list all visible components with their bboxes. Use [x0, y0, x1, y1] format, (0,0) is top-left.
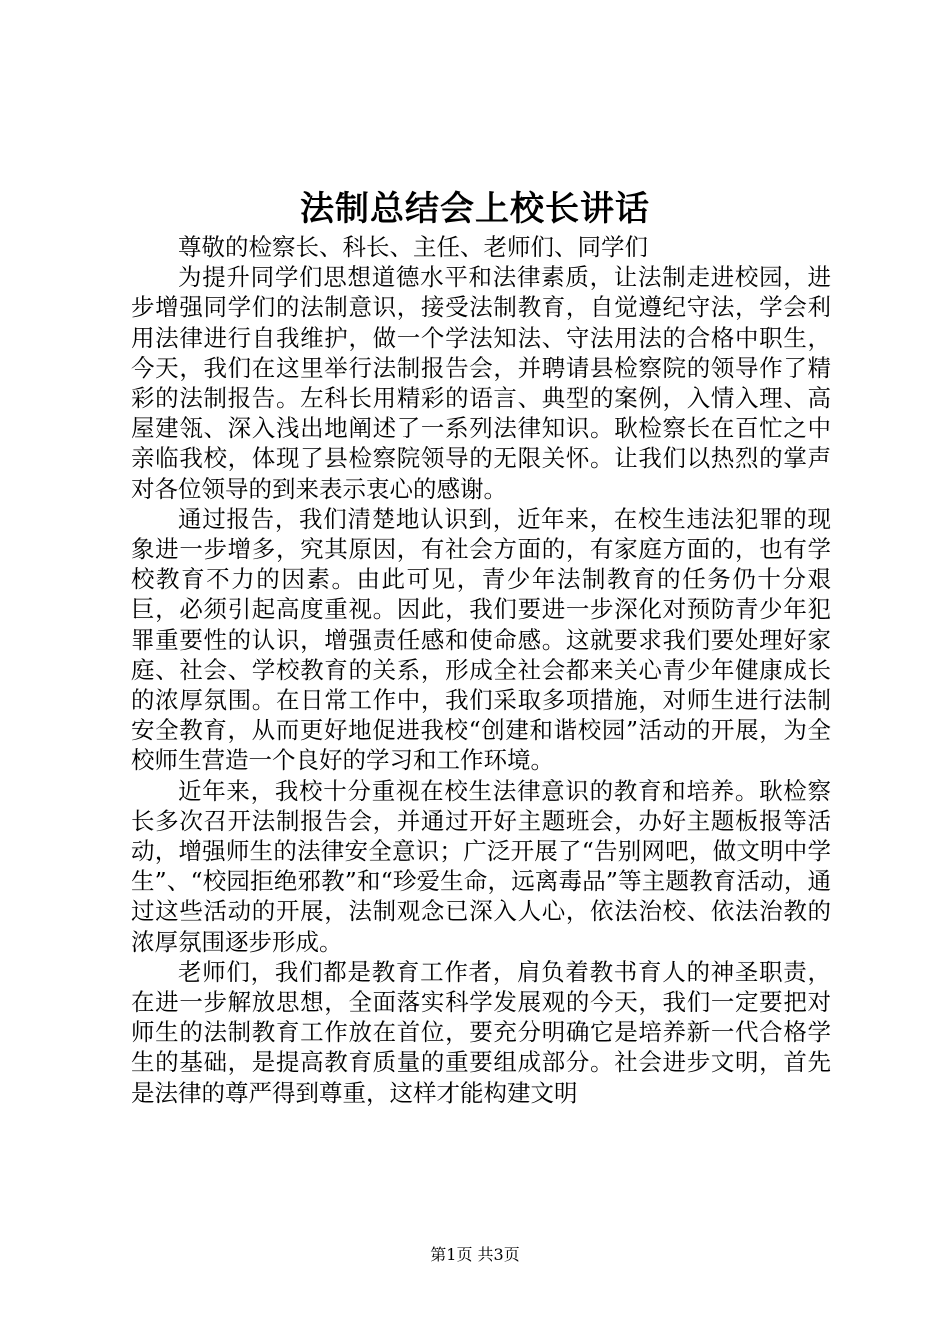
- paragraph-1: 为提升同学们思想道德水平和法律素质，让法制走进校园，进步增强同学们的法制意识，接受法制教育，自觉遵纪守法，学会利用法律进行自我维护，做一个学法知法、守法用法的合格中职生，今天，我们在这里举行法制报告会，并聘请县检察院的领导作了精彩的法制报告。左科长用精彩的语言、典型的案例，入情入理、高屋建瓴、深入浅出地阐述了一系列法律知识。耿检察长在百忙之中亲临我校，体现了县检察院领导的无限关怀。让我们以热烈的掌声对各位领导的到来表示衷心的感谢。: [131, 263, 831, 503]
- paragraph-4: 老师们，我们都是教育工作者，肩负着教书育人的神圣职责，在进一步解放思想，全面落实科学发展观的今天，我们一定要把对师生的法制教育工作放在首位，要充分明确它是培养新一代合格学生的基础，是提高教育质量的重要组成部分。社会进步文明，首先是法律的尊严得到尊重，这样才能构建文明: [131, 957, 831, 1107]
- document-title: 法制总结会上校长讲话: [300, 189, 650, 229]
- page-footer: 第1页 共3页: [430, 1245, 520, 1264]
- paragraph-2: 通过报告，我们清楚地认识到，近年来，在校生违法犯罪的现象进一步增多，究其原因，有社会方面的，有家庭方面的，也有学校教育不力的因素。由此可见，青少年法制教育的任务仍十分艰巨，必须引起高度重视。因此，我们要进一步深化对预防青少年犯罪重要性的认识，增强责任感和使命感。这就要求我们要处理好家庭、社会、学校教育的关系，形成全社会都来关心青少年健康成长的浓厚氛围。在日常工作中，我们采取多项措施，对师生进行法制安全教育，从而更好地促进我校“创建和谐校园”活动的开展，为全校师生营造一个良好的学习和工作环境。: [131, 504, 831, 775]
- paragraph-3: 近年来，我校十分重视在校生法律意识的教育和培养。耿检察长多次召开法制报告会，并通过开好主题班会，办好主题板报等活动，增强师生的法律安全意识；广泛开展了“告别网吧，做文明中学生”、“校园拒绝邪教”和“珍爱生命，远离毒品”等主题教育活动，通过这些活动的开展，法制观念已深入人心，依法治校、依法治教的浓厚氛围逐步形成。: [131, 776, 831, 956]
- document-body: [131, 232, 831, 1108]
- salutation: 尊敬的检察长、科长、主任、老师们、同学们: [178, 233, 648, 261]
